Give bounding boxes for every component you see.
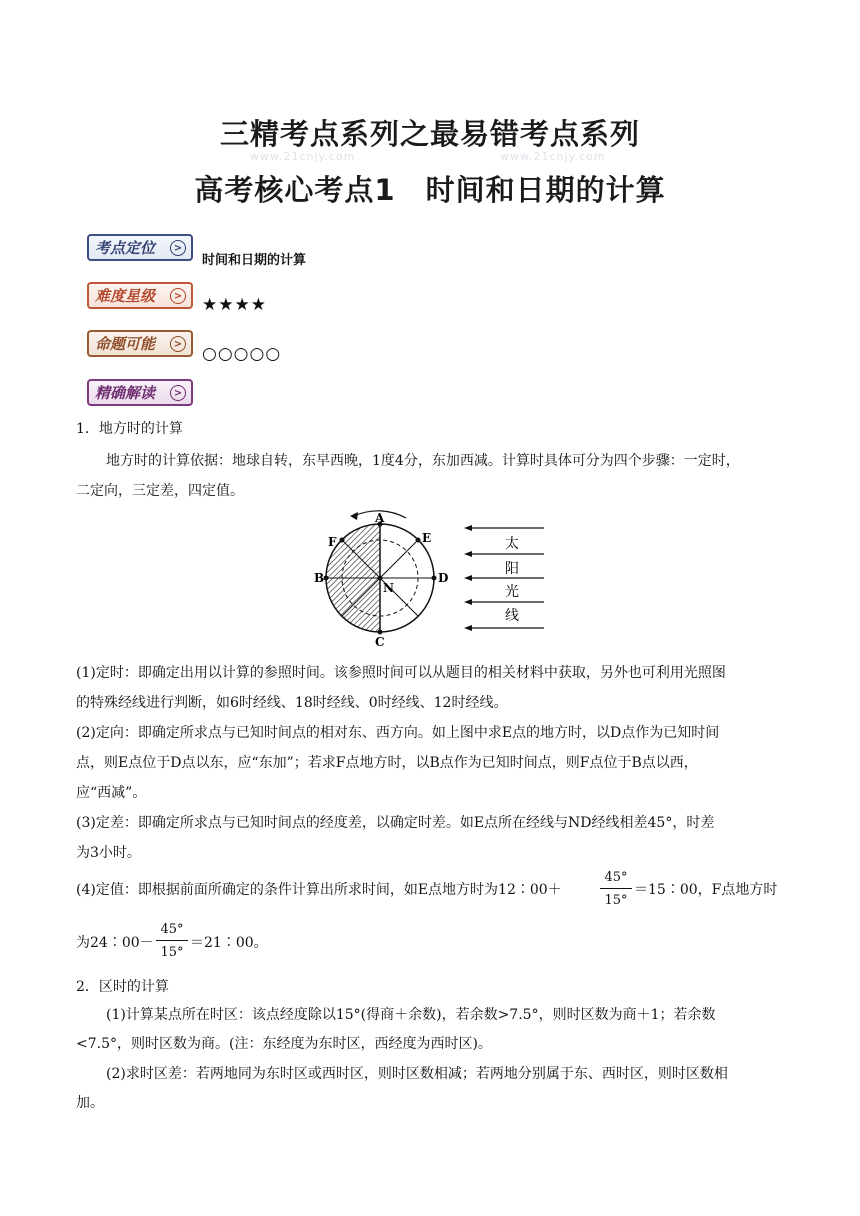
section1-intro-line1: 地方时的计算依据：地球自转，东早西晚，1度4分，东加西减。计算时具体可分为四个步骤：一定时，	[106, 453, 740, 469]
fraction-bar-2	[156, 940, 188, 941]
label-a: A	[375, 511, 385, 525]
illumination-diagram	[314, 506, 554, 648]
badge-nandu-xingji	[87, 282, 193, 309]
step4-part-a: (4)定值：即根据前面所确定的条件计算出所求时间，如E点地方时为12∶00＋	[76, 882, 562, 898]
fraction-numerator-2: 45°	[160, 922, 184, 937]
chevron-right-icon: >	[170, 336, 186, 352]
watermark-right: www.21cnjy.com	[500, 150, 606, 163]
sunlight-char-2: 阳	[505, 561, 519, 577]
badge-value-circles: ○○○○○	[202, 344, 282, 364]
step2-line1: (2)定向：即确定所求点与已知时间点的相对东、西方向。如上图中求E点的地方时，以D点作为已知时间	[76, 725, 720, 741]
watermark-left: www.21cnjy.com	[250, 150, 356, 163]
badge-label: 难度星级	[95, 287, 156, 305]
chevron-right-icon: >	[170, 385, 186, 401]
badge-label: 命题可能	[95, 335, 156, 353]
fraction-denominator: 15°	[604, 893, 628, 908]
section2-p1-line1: (1)计算某点所在时区：该点经度除以15°(得商＋余数)，若余数>7.5°，则时区数为商＋1；若余数	[106, 1007, 716, 1023]
sunlight-char-4: 线	[505, 608, 519, 624]
label-b: B	[314, 571, 325, 585]
sunlight-char-3: 光	[505, 584, 519, 600]
badge-label: 考点定位	[95, 239, 156, 257]
step4-part-d: ＝21∶00。	[190, 935, 268, 951]
step4-part-b: ＝15∶00，F点地方时	[634, 882, 778, 898]
label-d: D	[438, 571, 449, 585]
fraction-numerator: 45°	[604, 870, 628, 885]
section2-p2-line1: (2)求时区差：若两地同为东时区或西时区，则时区数相减；若两地分别属于东、西时区，则时区数相	[106, 1066, 728, 1082]
section1-intro-line2: 二定向，三定差，四定值。	[76, 483, 244, 499]
badge-value-stars: ★★★★	[202, 295, 267, 315]
step4-part-c: 为24∶00－	[76, 935, 154, 951]
document-title: 三精考点系列之最易错考点系列	[219, 117, 640, 151]
step1-line2: 的特殊经线进行判断，如6时经线、18时经线、0时经线、12时经线。	[76, 695, 508, 711]
chevron-right-icon: >	[170, 240, 186, 256]
badge-mingti-keneng	[87, 330, 193, 357]
sunlight-char-1: 太	[505, 536, 519, 552]
section2-heading: 2．区时的计算	[76, 979, 169, 995]
chevron-right-icon: >	[170, 288, 186, 304]
step2-line3: 应“西减”。	[76, 785, 147, 801]
badge-kaodian-dingwei	[87, 234, 193, 261]
badge-label: 精确解读	[95, 384, 156, 402]
document-subtitle: 高考核心考点1 时间和日期的计算	[194, 173, 666, 207]
step3-line1: (3)定差：即确定所求点与已知时间点的经度差，以确定时差。如E点所在经线与ND经线相差45°，时差	[76, 815, 715, 831]
label-n: N	[383, 581, 394, 595]
step1-line1: (1)定时：即确定出用以计算的参照时间。该参照时间可以从题目的相关材料中获取，另外也可利用光照图	[76, 665, 726, 681]
step2-line2: 点，则E点位于D点以东，应“东加”；若求F点地方时，以B点作为已知时间点，则F点位于B点以西，	[76, 755, 698, 771]
fraction-bar	[600, 888, 632, 889]
label-e: E	[422, 531, 432, 545]
label-f: F	[328, 535, 337, 549]
step3-line2: 为3小时。	[76, 845, 141, 861]
section2-p1-line2: <7.5°，则时区数为商。(注：东经度为东时区，西经度为西时区)。	[76, 1036, 492, 1052]
badge-value-topic: 时间和日期的计算	[202, 253, 307, 268]
fraction-denominator-2: 15°	[160, 945, 184, 960]
badge-jingque-jiedu	[87, 379, 193, 406]
section2-p2-line2: 加。	[76, 1095, 104, 1111]
label-c: C	[375, 635, 385, 648]
section1-heading: 1．地方时的计算	[76, 421, 183, 437]
